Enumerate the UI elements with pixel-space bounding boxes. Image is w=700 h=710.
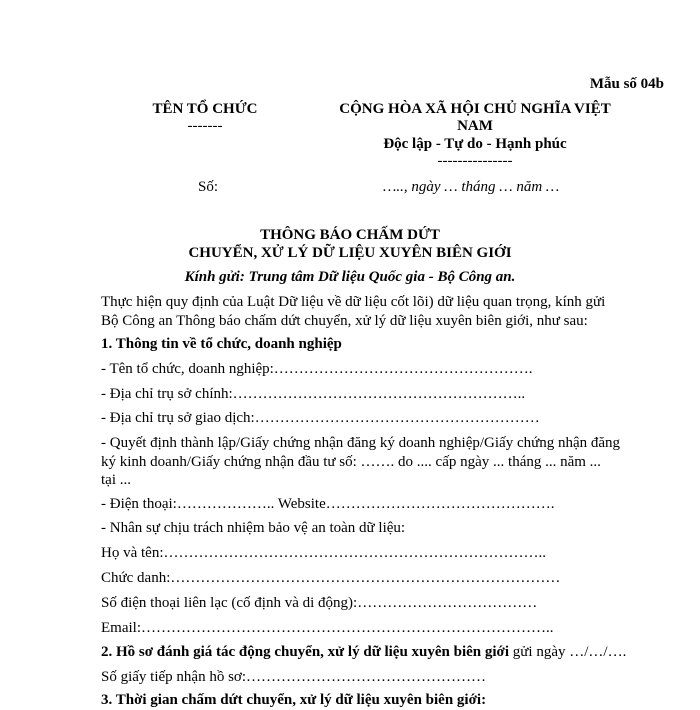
organization-name-field: - Tên tổ chức, doanh nghiệp:……………………………………………. [101,361,533,377]
position-field: Chức danh:…………………………………………………………………… [101,570,561,586]
establishment-decision-line-1: - Quyết định thành lập/Giấy chứng nhận đăng ký doanh nghiệp/Giấy chứng nhận đăng [101,435,621,451]
intro-line-1: Thực hiện quy định của Luật Dữ liệu về dữ liệu cốt lõi) dữ liệu quan trọng, kính gửi [101,294,606,310]
contact-phone-field: Số điện thoại liên lạc (cố định và di động):……………………………… [101,595,538,611]
establishment-decision-line-3: tại ... [101,472,131,488]
section-3-heading: 3. Thời gian chấm dứt chuyển, xử lý dữ liệu xuyên biên giới: [101,692,487,708]
full-name-field: Họ và tên:………………………………………………………………….. [101,545,546,561]
country-name: CỘNG HÒA XÃ HỘI CHỦ NGHĨA VIỆT [339,101,611,117]
data-protection-staff-heading: - Nhân sự chịu trách nhiệm bảo vệ an toàn dữ liệu: [101,520,406,536]
document-date: ….., ngày … tháng … năm … [383,179,560,195]
establishment-decision-line-2: ký kinh doanh/Giấy chứng nhận đầu tư số: ……. do .... cấp ngày ... tháng ... năm ... [101,454,601,470]
country-name-continued: NAM [457,118,493,134]
email-field: Email:……………………………………………………………………….. [101,620,554,636]
section-2-submission-date: gửi ngày …/…/…. [509,644,627,660]
motto-divider: --------------- [437,153,513,169]
section-2-title: 2. Hồ sơ đánh giá tác động chuyển, xử lý dữ liệu xuyên biên giới [101,644,510,660]
section-2-heading [101,642,626,662]
head-office-address-field: - Địa chỉ trụ sở chính:………………………………………………….. [101,386,526,402]
recipient-line: Kính gửi: Trung tâm Dữ liệu Quốc gia - Bộ Công an. [184,269,516,285]
transaction-office-address-field: - Địa chỉ trụ sở giao dịch:………………………………………………… [101,410,540,426]
phone-website-field: - Điện thoại:……………….. Website………………………………………. [101,496,555,512]
national-motto: Độc lập - Tự do - Hạnh phúc [383,136,567,152]
organization-divider: ------- [187,118,223,134]
form-code: Mẫu số 04b [589,76,664,92]
document-number-label: Số: [198,179,219,195]
document-title-line-2: CHUYỂN, XỬ LÝ DỮ LIỆU XUYÊN BIÊN GIỚI [188,245,512,261]
receipt-number-field: Số giấy tiếp nhận hồ sơ:………………………………………… [101,669,487,685]
intro-line-2: Bộ Công an Thông báo chấm dứt chuyển, xử lý dữ liệu xuyên biên giới, như sau: [101,313,588,329]
section-1-heading: 1. Thông tin về tổ chức, doanh nghiệp [101,336,342,352]
document-title-line-1: THÔNG BÁO CHẤM DỨT [260,227,440,243]
organization-label: TÊN TỔ CHỨC [152,101,258,117]
